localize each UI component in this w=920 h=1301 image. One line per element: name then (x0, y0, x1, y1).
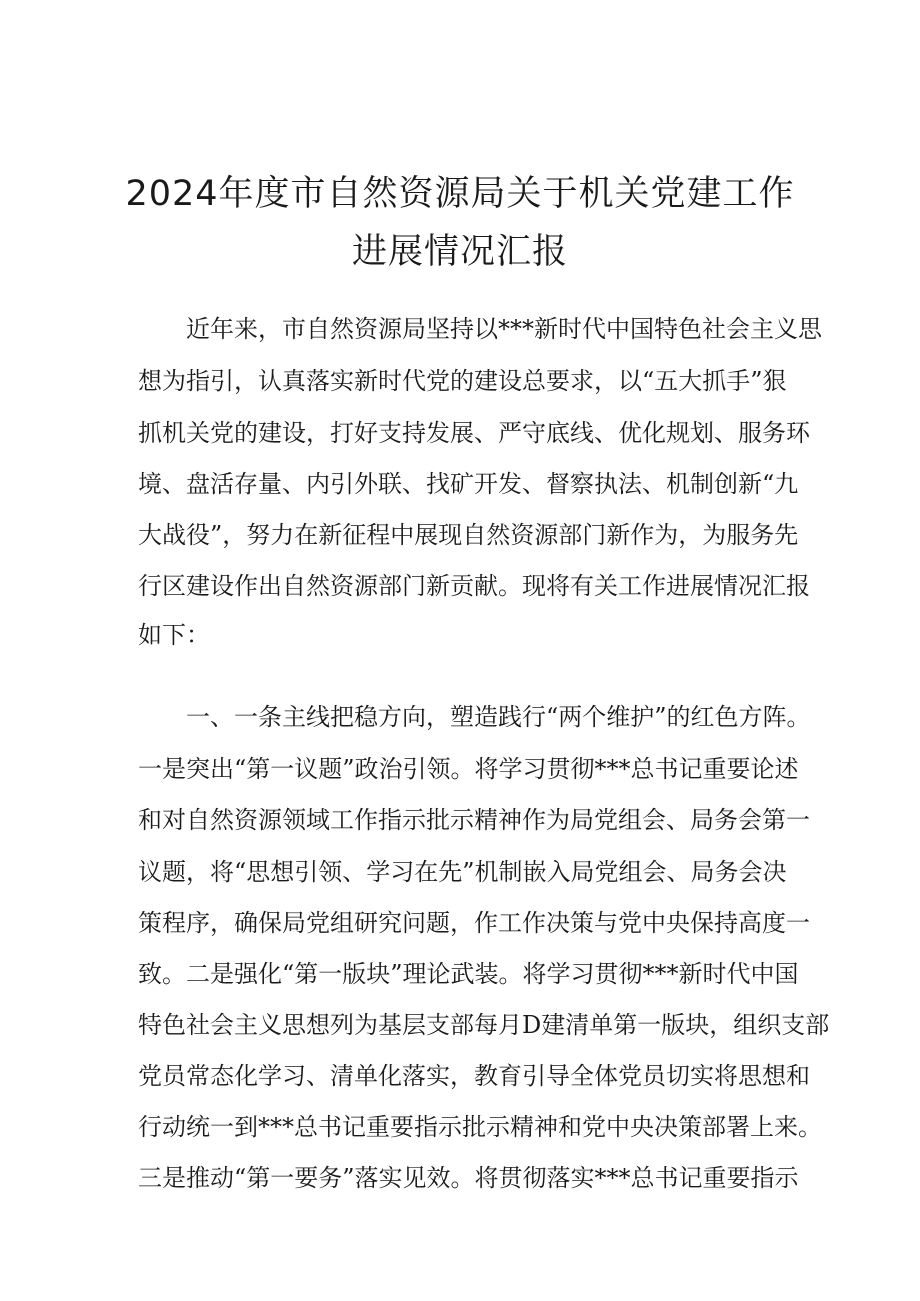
document-title-line-2: 进展情况汇报 (351, 232, 568, 272)
document-page: 2024年度市自然资源局关于机关党建工作 进展情况汇报 近年来，市自然资源局坚持以***新时代中国特色社会主义思 想为指引，认真落实新时代党的建设总要求，以“五大抓手”狠 抓机关党的建设，打好支持发展、严守底线、优化规划、服务环 境、盘活存量、内引外联、找矿开发、督察执法、机制创新“九 大战役”，努力在新征程中展现自然资源部门新作为，为服务先 行区建设作出自然资源部门新贡献。现将有关工作进展情况汇报 如下： 一、一条主线把稳方向，塑造践行“两个维护”的红色方阵。 一是突出“第一议题”政治引领。将学习贯彻***总书记重要论述 和对自然资源领域工作指示批示精神作为局党组会、局务会第一 议题，将“思想引领、学习在先”机制嵌入局党组会、局务会决 策程序，确保局党组研究问题，作工作决策与党中央保持高度一 致。二是强化“第一版块”理论武装。将学习贯彻***新时代中国 特色社会主义思想列为基层支部每月D建清单第一版块，组织支部 党员常态化学习、清单化落实，教育引导全体党员切实将思想和 行动统一到***总书记重要指示批示精神和党中央决策部署上来。 三是推动“第一要务”落实见效。将贯彻落实***总书记重要指示 (0, 0, 920, 1301)
document-title-line-1: 2024年度市自然资源局关于机关党建工作 (125, 174, 795, 214)
